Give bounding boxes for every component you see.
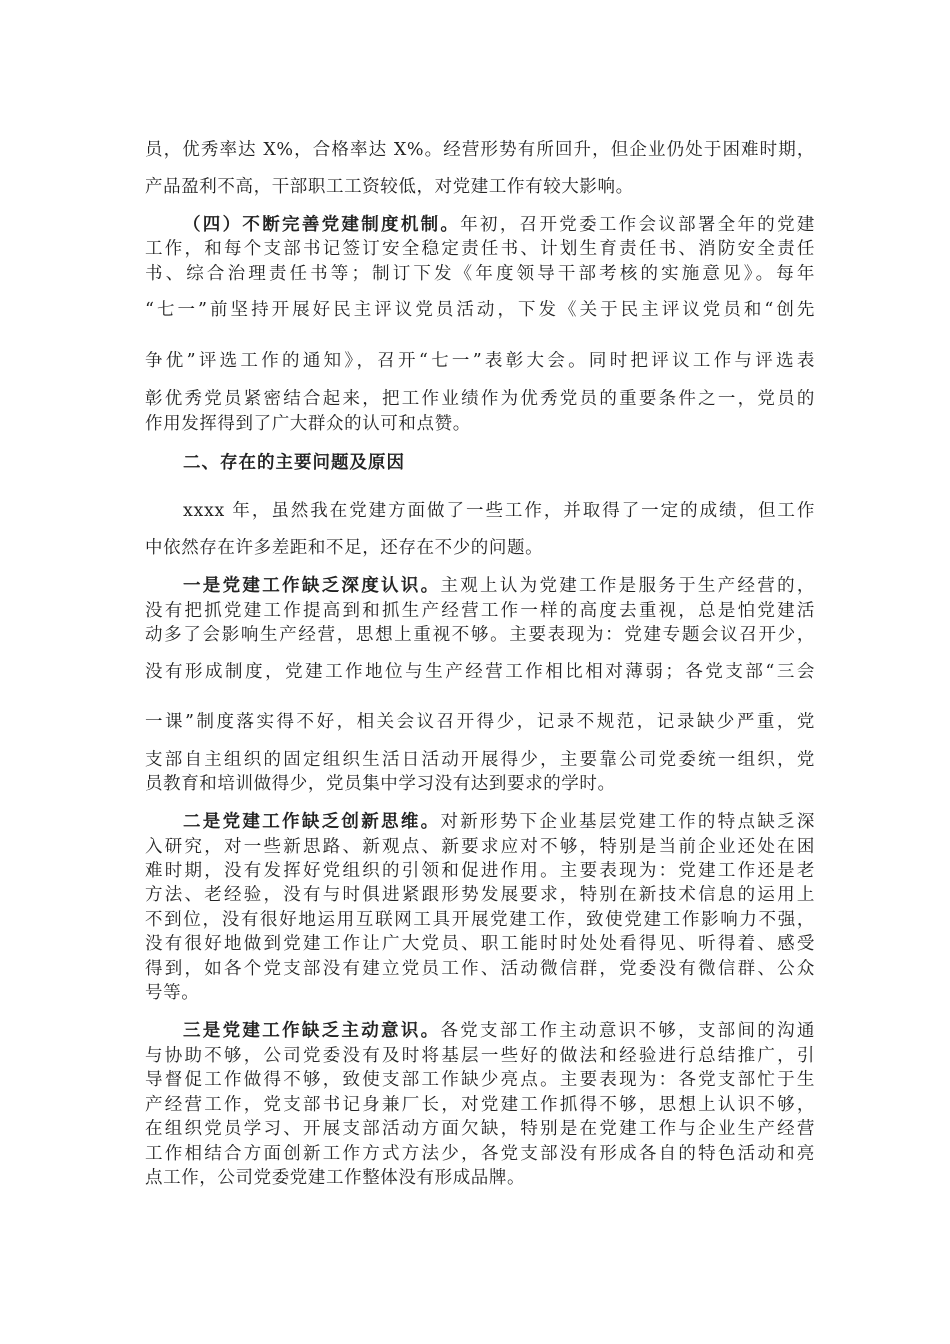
paragraph-text: 对新形势下企业基层党建工作的特点缺乏深 <box>440 812 815 832</box>
text-line: 没有把抓党建工作提高到和抓生产经营工作一样的高度去重视，总是怕党建活 <box>145 601 815 621</box>
text-line: 产品盈利不高，干部职工工资较低，对党建工作有较大影响。 <box>145 177 634 197</box>
paragraph-lead: 三是党建工作缺乏主动意识。 <box>183 1021 441 1041</box>
section-heading: 二、存在的主要问题及原因 <box>183 453 405 473</box>
text-line: 工作相结合方面创新工作方式方法少，各党支部没有形成各自的特色活动和亮 <box>145 1144 815 1164</box>
text-line: 书、综合治理责任书等；制订下发《年度领导干部考核的实施意见》。每年 <box>145 264 815 284</box>
paragraph-lead: （四）不断完善党建制度机制。 <box>183 215 461 235</box>
text-line: 点工作，公司党委党建工作整体没有形成品牌。 <box>145 1168 526 1188</box>
text-line: 作用发挥得到了广大群众的认可和点赞。 <box>145 414 471 434</box>
text-line: 导督促工作做得不够，致使支部工作缺少亮点。主要表现为：各党支部忙于生 <box>145 1070 815 1090</box>
text-line: 员教育和培训做得少，党员集中学习没有达到要求的学时。 <box>145 774 616 794</box>
text-line: 一课”制度落实得不好，相关会议召开得少，记录不规范，记录缺少严重，党 <box>145 712 815 732</box>
paragraph-text: 年初，召开党委工作会议部署全年的党建 <box>460 215 815 235</box>
text-line: “七一”前坚持开展好民主评议党员活动，下发《关于民主评议党员和“创先 <box>145 300 815 320</box>
text-line: 与协助不够，公司党委没有及时将基层一些好的做法和经验进行总结推广，引 <box>145 1046 815 1066</box>
text-line: 没有很好地做到党建工作让广大党员、职工能时时处处看得见、听得着、感受 <box>145 934 815 954</box>
paragraph-lead: 一是党建工作缺乏深度认识。 <box>183 576 441 596</box>
text-line: 得到，如各个党支部没有建立党员工作、活动微信群，党委没有微信群、公众 <box>145 959 815 979</box>
text-line: 动多了会影响生产经营，思想上重视不够。主要表现为：党建专题会议召开少， <box>145 625 815 645</box>
text-line: 号等。 <box>145 983 200 1003</box>
paragraph-first-line: xxxx 年，虽然我在党建方面做了一些工作，并取得了一定的成绩，但工作 <box>183 501 815 521</box>
text-line: 产经营工作，党支部书记身兼厂长，对党建工作抓得不够，思想上认识不够， <box>145 1095 815 1115</box>
paragraph-first-line <box>183 1020 815 1042</box>
text-line: 支部自主组织的固定组织生活日活动开展得少，主要靠公司党委统一组织，党 <box>145 750 815 770</box>
text-line: 争优”评选工作的通知》，召开“七一”表彰大会。同时把评议工作与评选表 <box>145 351 815 371</box>
paragraph-first-line <box>183 575 815 597</box>
text-line: 难时期，没有发挥好党组织的引领和促进作用。主要表现为：党建工作还是老 <box>145 861 815 881</box>
paragraph-text: 各党支部工作主动意识不够，支部间的沟通 <box>440 1021 815 1041</box>
paragraph-first-line <box>183 214 815 236</box>
text-line: 没有形成制度，党建工作地位与生产经营工作相比相对薄弱；各党支部“三会 <box>145 662 815 682</box>
text-line: 工作，和每个支部书记签订安全稳定责任书、计划生育责任书、消防安全责任 <box>145 239 815 259</box>
text-line: 彰优秀党员紧密结合起来，把工作业绩作为优秀党员的重要条件之一，党员的 <box>145 389 815 409</box>
text-line: 不到位，没有很好地运用互联网工具开展党建工作，致使党建工作影响力不强， <box>145 910 815 930</box>
text-line: 中依然存在许多差距和不足，还存在不少的问题。 <box>145 538 544 558</box>
text-line: 方法、老经验，没有与时俱进紧跟形势发展要求，特别在新技术信息的运用上 <box>145 885 815 905</box>
text-line: 在组织党员学习、开展支部活动方面欠缺，特别是在党建工作与企业生产经营 <box>145 1119 815 1139</box>
paragraph-first-line <box>183 811 815 833</box>
text-line: 员，优秀率达 X%，合格率达 X%。经营形势有所回升，但企业仍处于困难时期， <box>145 140 815 160</box>
paragraph-lead: 二是党建工作缺乏创新思维。 <box>183 812 441 832</box>
text-line: 入研究，对一些新思路、新观点、新要求应对不够，特别是当前企业还处在困 <box>145 837 815 857</box>
paragraph-text: 主观上认为党建工作是服务于生产经营的， <box>440 576 815 596</box>
